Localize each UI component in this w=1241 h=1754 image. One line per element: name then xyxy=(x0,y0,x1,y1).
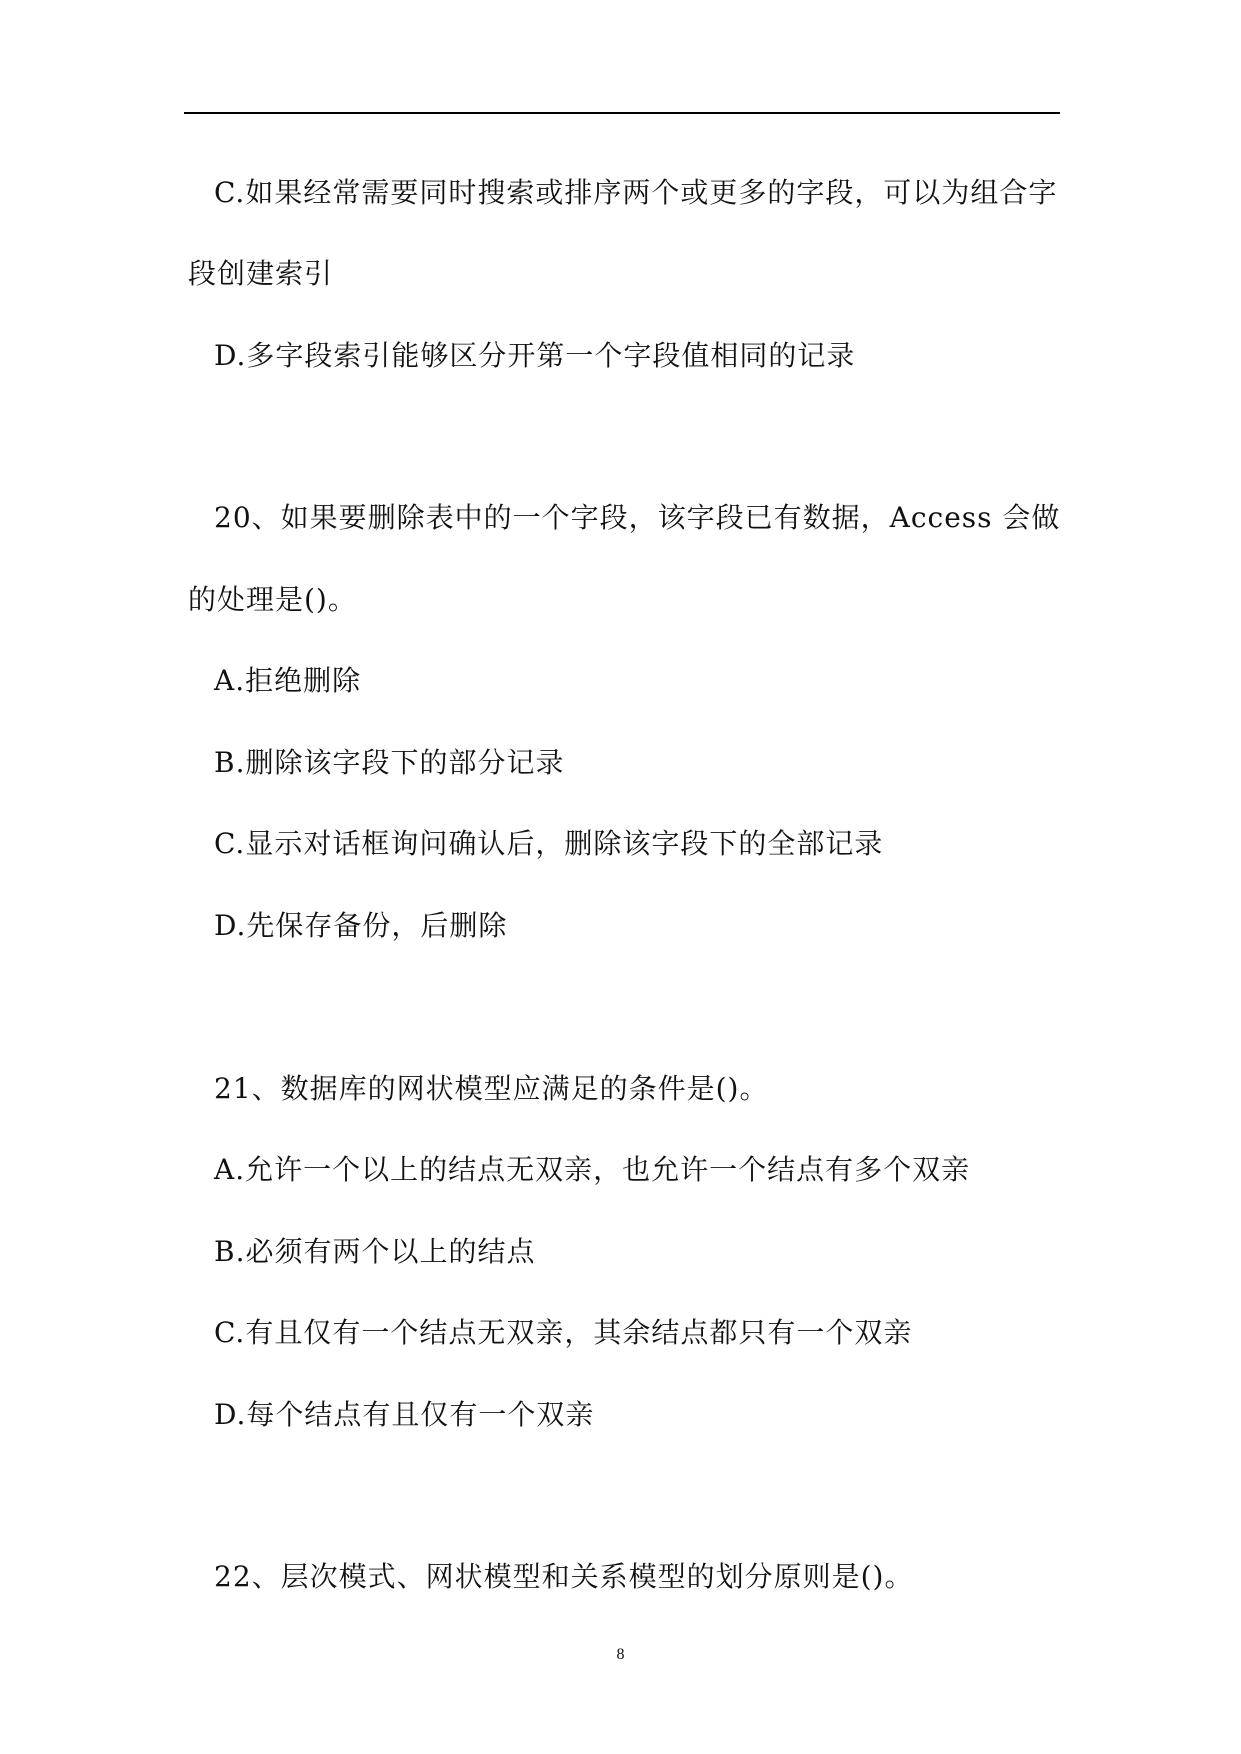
question-22: 22、层次模式、网状模型和关系模型的划分原则是()。 xyxy=(214,1560,914,1593)
option-a-q20: A.拒绝删除 xyxy=(214,664,362,697)
option-d-q20: D.先保存备份，后删除 xyxy=(214,909,508,942)
header-rule xyxy=(184,112,1060,114)
option-d-q21: D.每个结点有且仅有一个双亲 xyxy=(214,1398,595,1431)
option-c-q19-line1: C.如果经常需要同时搜索或排序两个或更多的字段，可以为组合字 xyxy=(214,176,1058,209)
question-20-line2: 的处理是()。 xyxy=(188,583,357,616)
option-d-q19: D.多字段索引能够区分开第一个字段值相同的记录 xyxy=(214,339,856,372)
option-c-q21: C.有且仅有一个结点无双亲，其余结点都只有一个双亲 xyxy=(214,1316,913,1349)
option-b-q20: B.删除该字段下的部分记录 xyxy=(214,746,565,779)
option-c-q19-line2: 段创建索引 xyxy=(188,257,334,290)
question-21: 21、数据库的网状模型应满足的条件是()。 xyxy=(214,1072,769,1105)
option-b-q21: B.必须有两个以上的结点 xyxy=(214,1235,536,1268)
question-20-line1: 20、如果要删除表中的一个字段，该字段已有数据，Access 会做 xyxy=(214,501,1061,534)
option-a-q21: A.允许一个以上的结点无双亲，也允许一个结点有多个双亲 xyxy=(214,1153,971,1186)
option-c-q20: C.显示对话框询问确认后，删除该字段下的全部记录 xyxy=(214,827,884,860)
page-number: 8 xyxy=(616,1646,625,1663)
